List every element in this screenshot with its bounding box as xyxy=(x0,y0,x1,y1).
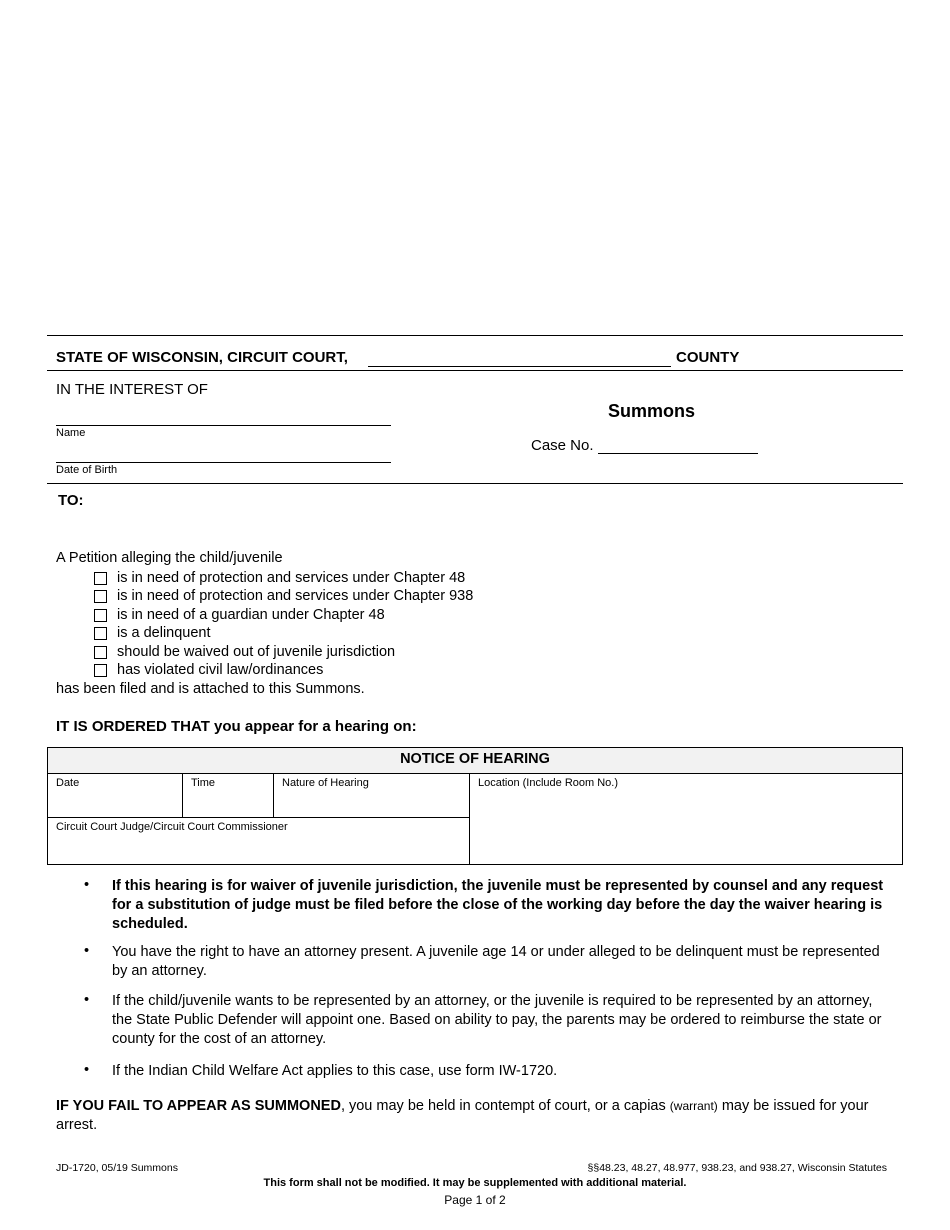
checkbox[interactable] xyxy=(94,646,107,659)
dob-field[interactable] xyxy=(56,462,391,463)
judge-cell[interactable] xyxy=(48,818,470,865)
county-field[interactable] xyxy=(368,366,671,367)
option-label: is in need of a guardian under Chapter 48 xyxy=(117,607,385,623)
bullet-dot: • xyxy=(84,992,90,1008)
warning-text-2: may be issued for your arrest. xyxy=(56,1098,869,1133)
case-no-field[interactable] xyxy=(598,453,758,454)
top-rule xyxy=(47,335,903,336)
option-chapter-938-protection[interactable] xyxy=(94,587,473,605)
petition-intro: A Petition alleging the child/juvenile xyxy=(56,550,283,566)
bullet-waiver-text: If this hearing is for waiver of juvenile jurisdiction, the juvenile must be represented by counsel and any request for a substitution of judge must be filed before the close of the working day before the day the waiver hearing is scheduled. xyxy=(112,878,884,932)
name-field[interactable] xyxy=(56,425,391,426)
bullet-icwa-text: If the Indian Child Welfare Act applies to this case, use form IW-1720. xyxy=(112,1063,558,1079)
option-label: is in need of protection and services under Chapter 48 xyxy=(117,570,466,586)
nature-label: Nature of Hearing xyxy=(282,777,369,789)
option-waiver[interactable] xyxy=(94,643,395,661)
warning-text-1: , you may be held in contempt of court, or a capias xyxy=(340,1098,670,1114)
bullet-dot: • xyxy=(84,877,90,893)
header-rule xyxy=(47,370,903,371)
option-label: is in need of protection and services under Chapter 938 xyxy=(117,588,474,604)
statutes: §§48.23, 48.27, 48.977, 938.23, and 938.27, Wisconsin Statutes xyxy=(587,1162,887,1174)
fail-to-appear-warning xyxy=(56,1097,901,1135)
option-chapter-48-protection[interactable] xyxy=(94,569,465,587)
bullet-attorney-right-text: You have the right to have an attorney present. A juvenile age 14 or under alleged to be delinquent must be represented by an attorney. xyxy=(112,944,880,979)
notice-of-hearing-table xyxy=(47,747,903,865)
court-label: STATE OF WISCONSIN, CIRCUIT COURT, xyxy=(56,349,348,366)
caption-rule xyxy=(47,483,903,484)
option-label: has violated civil law/ordinances xyxy=(117,662,324,678)
location-label: Location (Include Room No.) xyxy=(478,777,619,789)
form-id: JD-1720, 05/19 Summons xyxy=(56,1162,178,1174)
warning-bold: IF YOU FAIL TO APPEAR AS SUMMONED xyxy=(56,1098,341,1114)
petition-closing: has been filed and is attached to this Summons. xyxy=(56,681,365,697)
date-cell[interactable] xyxy=(48,774,183,818)
checkbox[interactable] xyxy=(94,664,107,677)
checkbox[interactable] xyxy=(94,590,107,603)
form-notice: This form shall not be modified. It may be supplemented with additional material. xyxy=(263,1177,687,1189)
county-label: COUNTY xyxy=(676,349,740,366)
case-no-label: Case No. xyxy=(531,437,594,454)
checkbox[interactable] xyxy=(94,627,107,640)
order-text: IT IS ORDERED THAT you appear for a hearing on: xyxy=(56,718,417,735)
option-guardian[interactable] xyxy=(94,606,385,624)
name-label: Name xyxy=(56,427,86,439)
notice-title: NOTICE OF HEARING xyxy=(48,748,903,774)
to-label: TO: xyxy=(58,492,84,509)
page-number: Page 1 of 2 xyxy=(444,1193,506,1207)
judge-label: Circuit Court Judge/Circuit Court Commissioner xyxy=(56,821,288,833)
option-label: should be waived out of juvenile jurisdiction xyxy=(117,644,396,660)
option-civil-law[interactable] xyxy=(94,661,323,679)
checkbox[interactable] xyxy=(94,609,107,622)
bullet-public-defender-text: If the child/juvenile wants to be represented by an attorney, or the juvenile is required to be represented by an attorney, the State Public Defender will appoint one. Based on ability to pay, the parents may be ordered to reimburse the state or county for the cost of an attorney. xyxy=(112,993,882,1047)
in-interest-of-label: IN THE INTEREST OF xyxy=(56,381,208,398)
option-label: is a delinquent xyxy=(117,625,211,641)
form-title: Summons xyxy=(608,401,696,421)
time-cell[interactable] xyxy=(183,774,274,818)
bullet-dot: • xyxy=(84,943,90,959)
dob-label: Date of Birth xyxy=(56,464,118,476)
option-delinquent[interactable] xyxy=(94,624,211,642)
warning-small: (warrant) xyxy=(669,1099,718,1113)
time-label: Time xyxy=(191,777,216,789)
checkbox[interactable] xyxy=(94,572,107,585)
bullet-dot: • xyxy=(84,1062,90,1078)
nature-cell[interactable] xyxy=(274,774,470,818)
location-cell[interactable] xyxy=(470,774,903,865)
date-label: Date xyxy=(56,777,80,789)
